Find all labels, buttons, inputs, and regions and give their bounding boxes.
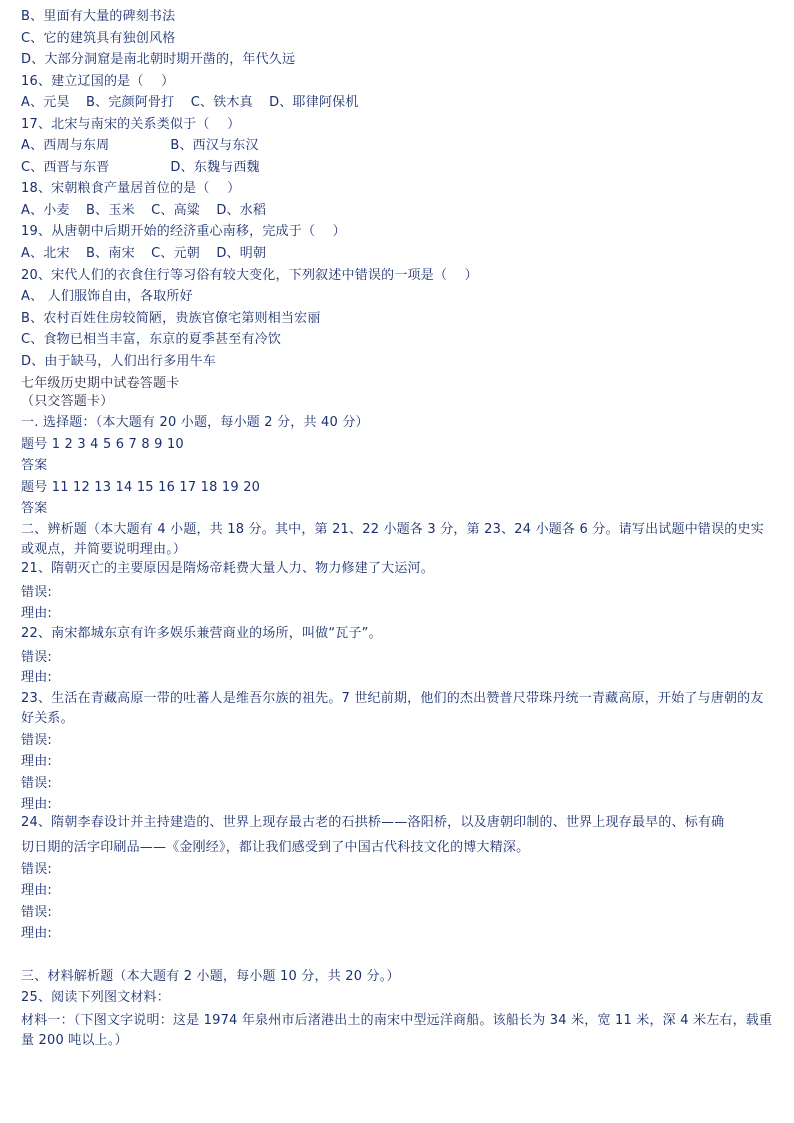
answer-sheet-title: 七年级历史期中试卷答题卡 xyxy=(21,376,180,391)
q17-option-d: D、东魏与西魏 xyxy=(170,160,260,175)
q20-option-b: B、农村百姓住房较简陋，贵族官僚宅第则相当宏丽 xyxy=(21,311,321,326)
q18-option-c: C、高粱 xyxy=(151,203,200,218)
material1-text: 材料一：（下图文字说明：这是 1974 年泉州市后渚港出土的南宋中型远洋商船。该船长为 34 米，宽 11 米，深 4 米左右，载重量 200 吨以上。） xyxy=(21,1013,773,1048)
q19-option-d: D、明朝 xyxy=(216,246,267,261)
q17-option-b: B、西汉与东汉 xyxy=(170,138,259,153)
q19-stem: 19、从唐朝中后期开始的经济重心南移，完成于（ ） xyxy=(21,224,346,239)
answer-row1-answer: 答案 xyxy=(21,458,48,473)
q20-option-d: D、由于缺马，人们出行多用牛车 xyxy=(21,354,217,369)
q17-stem: 17、北宋与南宋的关系类似于（ ） xyxy=(21,117,241,132)
section1-heading: 一. 选择题：（本大题有 20 小题，每小题 2 分，共 40 分） xyxy=(21,415,369,430)
q21-text: 21、隋朝灭亡的主要原因是隋炀帝耗费大量人力、物力修建了大运河。 xyxy=(21,561,434,576)
q18-option-a: A、小麦 xyxy=(21,203,70,218)
q19-option-b: B、南宋 xyxy=(86,246,135,261)
q16-options xyxy=(21,95,359,111)
q22-text: 22、南宋都城东京有许多娱乐兼营商业的场所，叫做“瓦子”。 xyxy=(21,626,382,641)
section3-heading: 三、材料解析题（本大题有 2 小题，每小题 10 分，共 20 分。） xyxy=(21,969,400,984)
q21-error-label: 错误: xyxy=(21,585,52,600)
q17-options-row1 xyxy=(21,138,259,154)
q15-option-d: D、大部分洞窟是南北朝时期开凿的，年代久远 xyxy=(21,52,296,67)
q18-option-d: D、水稻 xyxy=(216,203,267,218)
answer-row2-numbers: 题号 11 12 13 14 15 16 17 18 19 20 xyxy=(21,480,261,495)
q22-error-label: 错误: xyxy=(21,650,52,665)
q15-option-c: C、它的建筑具有独创风格 xyxy=(21,31,176,46)
q25-text: 25、阅读下列图文材料： xyxy=(21,990,170,1005)
q15-option-b: B、里面有大量的碑刻书法 xyxy=(21,9,176,24)
q16-option-c: C、铁木真 xyxy=(190,95,253,110)
q23-reason-label-1: 理由: xyxy=(21,754,52,769)
q17-options-row2 xyxy=(21,160,260,176)
answer-sheet-note: （只交答题卡） xyxy=(21,394,114,409)
q19-option-c: C、元朝 xyxy=(151,246,200,261)
q23-text: 23、生活在青藏高原一带的吐蕃人是维吾尔族的祖先。7 世纪前期，他们的杰出赞普尺带珠丹统一青藏高原，开始了与唐朝的友好关系。 xyxy=(21,691,764,726)
q20-stem: 20、宋代人们的衣食住行等习俗有较大变化，下列叙述中错误的一项是（ ） xyxy=(21,268,478,283)
section2-heading: 二、辨析题（本大题有 4 小题，共 18 分。其中，第 21、22 小题各 3 分，第 23、24 小题各 6 分。请写出试题中错误的史实或观点，并简要说明理由。） xyxy=(21,522,764,557)
q24-error-label-1: 错误: xyxy=(21,862,52,877)
q17-option-a: A、西周与东周 xyxy=(21,138,110,153)
q18-option-b: B、玉米 xyxy=(86,203,135,218)
q16-option-d: D、耶律阿保机 xyxy=(269,95,359,110)
q18-options xyxy=(21,203,266,219)
q24-error-label-2: 错误: xyxy=(21,905,52,920)
q22-reason-label: 理由: xyxy=(21,670,52,685)
q24-reason-label-2: 理由: xyxy=(21,926,52,941)
q16-option-a: A、元昊 xyxy=(21,95,70,110)
q23-error-label-1: 错误: xyxy=(21,733,52,748)
answer-row2-answer: 答案 xyxy=(21,501,48,516)
q24-text-line2: 切日期的活字印刷品——《金刚经》，都让我们感受到了中国古代科技文化的博大精深。 xyxy=(21,840,530,855)
q20-option-a: A、 人们服饰自由，各取所好 xyxy=(21,289,193,304)
q19-options xyxy=(21,246,266,262)
answer-row1-numbers: 题号 1 2 3 4 5 6 7 8 9 10 xyxy=(21,437,184,452)
q16-stem: 16、建立辽国的是（ ） xyxy=(21,74,175,89)
q23-reason-label-2: 理由: xyxy=(21,797,52,812)
q16-option-b: B、完颜阿骨打 xyxy=(86,95,175,110)
q23-error-label-2: 错误: xyxy=(21,776,52,791)
q18-stem: 18、宋朝粮食产量居首位的是（ ） xyxy=(21,181,241,196)
q19-option-a: A、北宋 xyxy=(21,246,70,261)
q17-option-c: C、西晋与东晋 xyxy=(21,160,110,175)
q20-option-c: C、食物已相当丰富，东京的夏季甚至有冷饮 xyxy=(21,332,282,347)
q24-reason-label-1: 理由: xyxy=(21,883,52,898)
q24-text-line1: 24、隋朝李春设计并主持建造的、世界上现存最古老的石拱桥——洛阳桥，以及唐朝印制的、世界上现存最早的、标有确 xyxy=(21,815,725,830)
q21-reason-label: 理由: xyxy=(21,606,52,621)
